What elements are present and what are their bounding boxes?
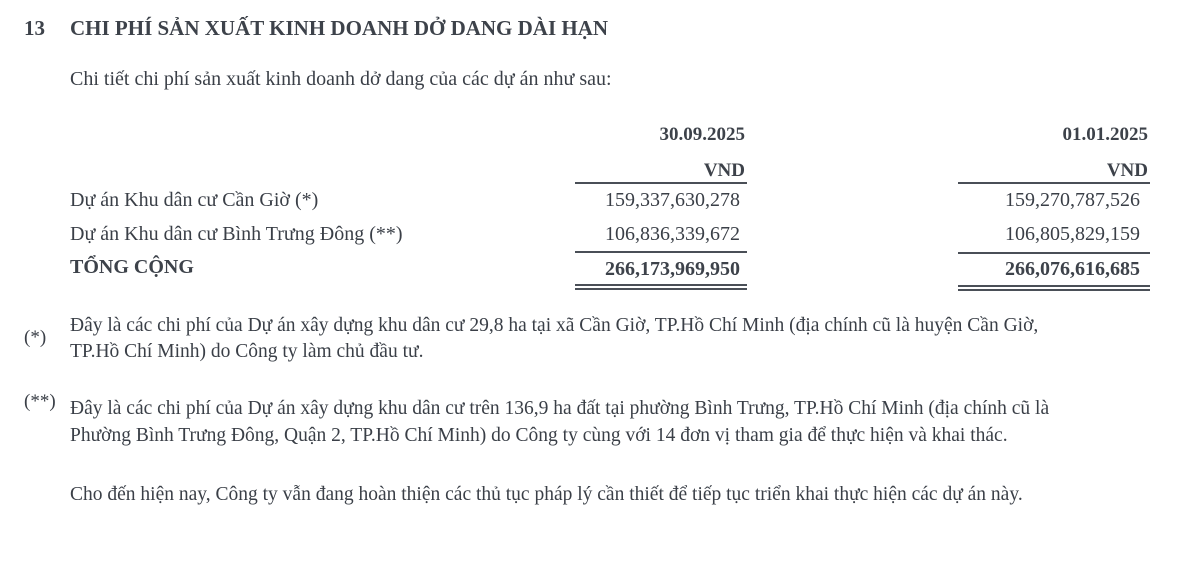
footnote-line: TP.Hồ Chí Minh) do Công ty làm chủ đầu tư. xyxy=(70,341,424,362)
footnote-marker: (**) xyxy=(24,391,56,412)
closing-paragraph: Cho đến hiện nay, Công ty vẫn đang hoàn thiện các thủ tục pháp lý cần thiết để tiếp tục triển khai thực hiện các dự án này. xyxy=(70,484,1023,505)
total-double-underline-2 xyxy=(958,285,1150,291)
section-number: 13 xyxy=(24,16,45,40)
total-value-1: 266,173,969,950 xyxy=(605,258,740,280)
total-double-underline-1 xyxy=(575,284,747,290)
footnote-line: Phường Bình Trưng Đông, Quận 2, TP.Hồ Chí Minh) do Công ty cùng với 14 đơn vị tham gia để thực hiện và khai thác. xyxy=(70,425,1008,446)
column-currency-1: VND xyxy=(703,160,745,181)
column-date-1: 30.09.2025 xyxy=(659,124,745,145)
section-title: CHI PHÍ SẢN XUẤT KINH DOANH DỞ DANG DÀI HẠN xyxy=(70,16,609,40)
row-value-2: 106,805,829,159 xyxy=(1005,223,1140,245)
subtotal-line-2 xyxy=(958,252,1150,254)
row-value-1: 106,836,339,672 xyxy=(605,223,740,245)
subtotal-line-1 xyxy=(575,251,747,253)
column-date-2: 01.01.2025 xyxy=(1062,124,1148,145)
row-value-2: 159,270,787,526 xyxy=(1005,189,1140,211)
footnote-line: Đây là các chi phí của Dự án xây dựng khu dân cư trên 136,9 ha đất tại phường Bình Trưng, TP.Hồ Chí Minh (địa chính cũ là xyxy=(70,398,1050,419)
intro-text: Chi tiết chi phí sản xuất kinh doanh dở dang của các dự án như sau: xyxy=(70,68,612,90)
row-label: Dự án Khu dân cư Bình Trưng Đông (**) xyxy=(70,223,403,245)
footnote-marker: (*) xyxy=(24,327,47,348)
row-label: Dự án Khu dân cư Cần Giờ (*) xyxy=(70,189,319,211)
column-currency-2: VND xyxy=(1106,160,1148,181)
header-underline-1 xyxy=(575,182,747,184)
header-underline-2 xyxy=(958,182,1150,184)
total-label: TỔNG CỘNG xyxy=(70,256,194,278)
row-value-1: 159,337,630,278 xyxy=(605,189,740,211)
total-value-2: 266,076,616,685 xyxy=(1005,258,1140,280)
footnote-line: Đây là các chi phí của Dự án xây dựng khu dân cư 29,8 ha tại xã Cần Giờ, TP.Hồ Chí Minh (địa chính cũ là huyện Cần Giờ, xyxy=(70,315,1039,336)
